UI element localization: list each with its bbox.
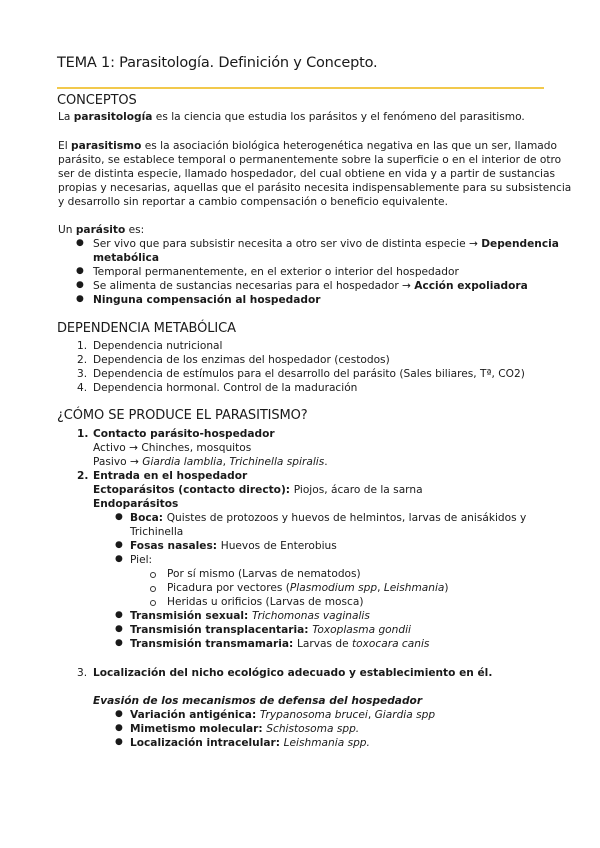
list-item: Dependencia hormonal. Control de la maduración xyxy=(93,382,358,394)
bullet-icon: ● xyxy=(115,737,123,747)
bullet-icon: ● xyxy=(115,610,123,620)
section-heading-dependencia: DEPENDENCIA METABÓLICA xyxy=(57,321,236,336)
paragraph-parasitologia: La parasitología es la ciencia que estudia los parásitos y el fenómeno del parasitismo. xyxy=(58,111,525,123)
list-item: Dependencia de estímulos para el desarrollo del parásito (Sales biliares, Tª, CO2) xyxy=(93,368,525,380)
list-item: Picadura por vectores (Plasmodium spp, Leishmania) xyxy=(167,582,449,594)
list-item: Boca: Quistes de protozoos y huevos de helmintos, larvas de anisákidos y xyxy=(130,512,527,524)
bullet-icon: ● xyxy=(115,624,123,634)
paragraph-parasito: Un parásito es: xyxy=(58,224,145,236)
list-item: Fosas nasales: Huevos de Enterobius xyxy=(130,540,337,552)
bullet-icon: ● xyxy=(115,512,123,522)
list-number: 1. xyxy=(77,340,88,352)
list-item: Variación antigénica: Trypanosoma brucei, Giardia spp xyxy=(130,709,436,721)
list-number: 2. xyxy=(77,354,88,366)
bullet-icon: ● xyxy=(115,709,123,719)
list-item: Mimetismo molecular: Schistosoma spp. xyxy=(130,723,360,735)
list-item: Ser vivo que para subsistir necesita a otro ser vivo de distinta especie → Dependencia xyxy=(93,238,559,250)
section-heading-conceptos: CONCEPTOS xyxy=(57,93,137,108)
text-line: Activo → Chinches, mosquitos xyxy=(93,442,252,454)
list-item: Transmisión sexual: Trichomonas vaginalis xyxy=(130,610,370,622)
circle-bullet-icon xyxy=(150,586,156,592)
bullet-icon: ● xyxy=(115,554,123,564)
paragraph-parasitismo-line: El parasitismo es la asociación biológica heterogenética negativa en las que un ser, llamado xyxy=(58,140,557,152)
subsection-title: Localización del nicho ecológico adecuado y establecimiento en él. xyxy=(93,667,493,679)
list-item: Ninguna compensación al hospedador xyxy=(93,294,321,306)
list-item: Transmisión transmamaria: Larvas de toxocara canis xyxy=(130,638,430,650)
bullet-icon: ● xyxy=(76,266,84,276)
list-item: Localización intracelular: Leishmania spp. xyxy=(130,737,370,749)
circle-bullet-icon xyxy=(150,572,156,578)
list-item-continued: Trichinella xyxy=(130,526,184,538)
list-number: 2. xyxy=(77,470,89,482)
page-title: TEMA 1: Parasitología. Definición y Concepto. xyxy=(57,55,378,71)
bullet-icon: ● xyxy=(115,723,123,733)
list-number: 1. xyxy=(77,428,89,440)
list-number: 4. xyxy=(77,382,88,394)
list-number: 3. xyxy=(77,368,88,380)
bullet-icon: ● xyxy=(115,540,123,550)
list-item: Se alimenta de sustancias necesarias para el hospedador → Acción expoliadora xyxy=(93,280,528,292)
paragraph-parasitismo-line: propias y necesarias, aquellas que el parásito necesita indispensablemente para su subsistencia xyxy=(58,182,572,194)
subsection-title: Entrada en el hospedador xyxy=(93,470,248,482)
paragraph-parasitismo-line: parásito, se establece temporal o permanentemente sobre la superficie o en el interior de otro xyxy=(58,154,562,166)
bullet-icon: ● xyxy=(76,238,84,248)
list-item: Piel: xyxy=(130,554,153,566)
section-heading-produce: ¿CÓMO SE PRODUCE EL PARASITISMO? xyxy=(57,408,308,423)
title-divider xyxy=(57,87,544,89)
list-item: Temporal permanentemente, en el exterior o interior del hospedador xyxy=(93,266,459,278)
text-line: Pasivo → Giardia lamblia, Trichinella spiralis. xyxy=(93,456,328,468)
list-item: Por sí mismo (Larvas de nematodos) xyxy=(167,568,361,580)
list-item: Transmisión transplacentaria: Toxoplasma gondii xyxy=(130,624,411,636)
paragraph-parasitismo-line: ser de distinta especie, llamado hospedador, del cual obtiene en vida y a partir de sustancias xyxy=(58,168,556,180)
list-item: Heridas u orificios (Larvas de mosca) xyxy=(167,596,364,608)
text-line: Ectoparásitos (contacto directo): Piojos, ácaro de la sarna xyxy=(93,484,423,496)
list-item-continued: metabólica xyxy=(93,252,159,264)
paragraph-parasitismo-line: y desarrollo sin reportar a cambio compensación o beneficio equivalente. xyxy=(58,196,448,208)
list-number: 3. xyxy=(77,667,88,679)
list-item: Dependencia nutricional xyxy=(93,340,223,352)
text-line: Endoparásitos xyxy=(93,498,179,510)
circle-bullet-icon xyxy=(150,600,156,606)
list-item: Dependencia de los enzimas del hospedador (cestodos) xyxy=(93,354,390,366)
bullet-icon: ● xyxy=(76,294,84,304)
bullet-icon: ● xyxy=(76,280,84,290)
subheading-evasion: Evasión de los mecanismos de defensa del hospedador xyxy=(93,695,423,707)
bullet-icon: ● xyxy=(115,638,123,648)
subsection-title: Contacto parásito-hospedador xyxy=(93,428,275,440)
